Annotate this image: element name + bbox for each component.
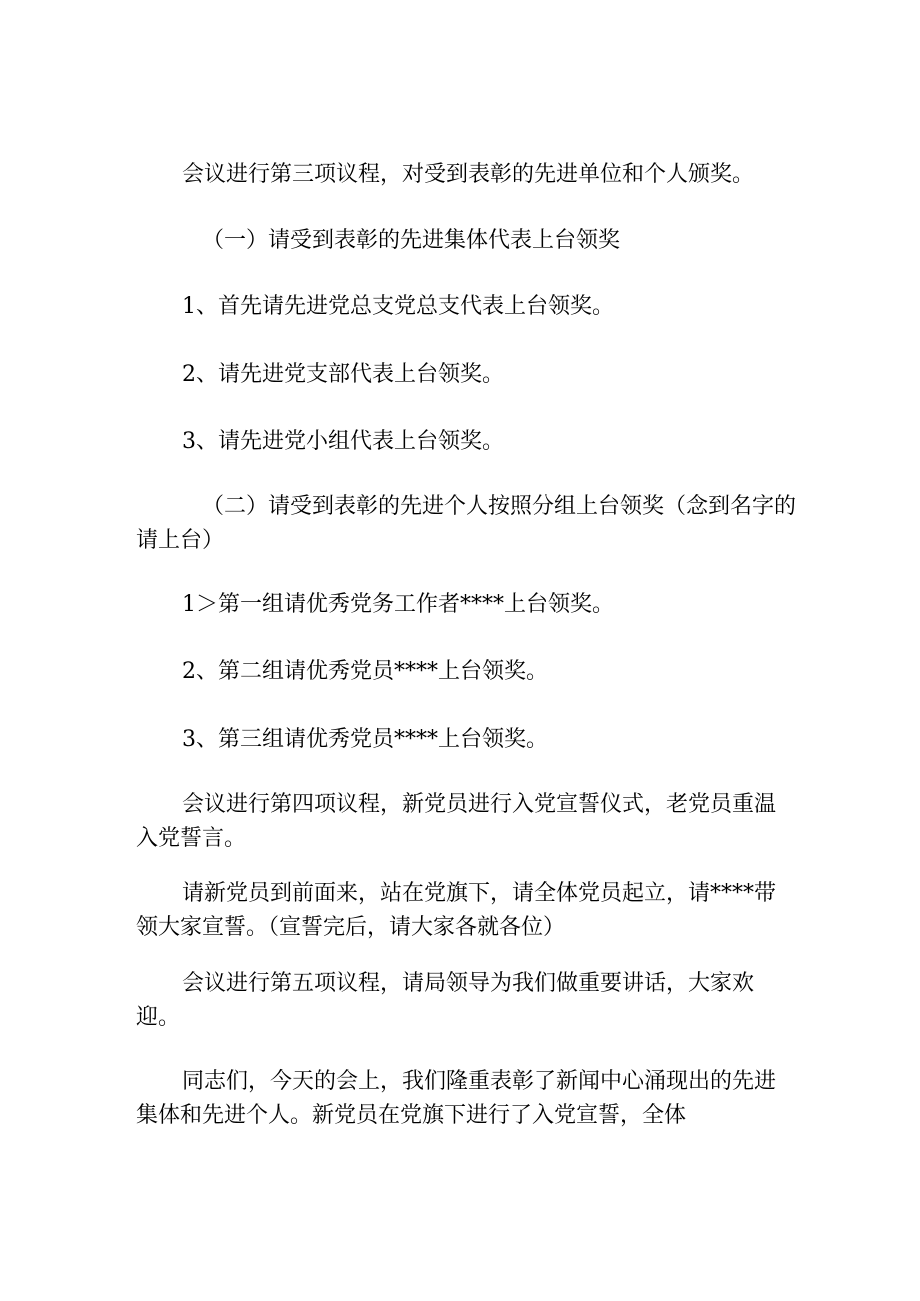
paragraph-section-2-heading: （二）请受到表彰的先进个人按照分组上台领奖（念到名字的请上台）	[136, 494, 797, 553]
list-item-individual-2: 2、第二组请优秀党员****上台领奖。	[182, 659, 548, 684]
paragraph-closing-speech: 同志们，今天的会上，我们隆重表彰了新闻中心涌现出的先进集体和先进个人。新党员在党旗下进行了入党宣誓，全体	[136, 1069, 777, 1128]
list-item-individual-1: 1＞第一组请优秀党务工作者****上台领奖。	[182, 592, 614, 617]
paragraph-agenda-5: 会议进行第五项议程，请局领导为我们做重要讲话，大家欢迎。	[136, 971, 755, 1030]
list-item-collective-2: 2、请先进党支部代表上台领奖。	[182, 362, 504, 387]
paragraph-agenda-3: 会议进行第三项议程，对受到表彰的先进单位和个人颁奖。	[182, 162, 755, 187]
paragraph-agenda-4: 会议进行第四项议程，新党员进行入党宣誓仪式，老党员重温入党誓言。	[136, 792, 777, 851]
list-item-collective-1: 1、首先请先进党总支党总支代表上台领奖。	[182, 294, 614, 319]
paragraph-section-1-heading: （一）请受到表彰的先进集体代表上台领奖	[202, 228, 621, 253]
list-item-individual-3: 3、第三组请优秀党员****上台领奖。	[182, 727, 548, 752]
list-item-collective-3: 3、请先进党小组代表上台领奖。	[182, 429, 504, 454]
paragraph-oath-instructions: 请新党员到前面来，站在党旗下，请全体党员起立，请****带领大家宣誓。（宣誓完后，请大家各就各位）	[136, 881, 777, 940]
